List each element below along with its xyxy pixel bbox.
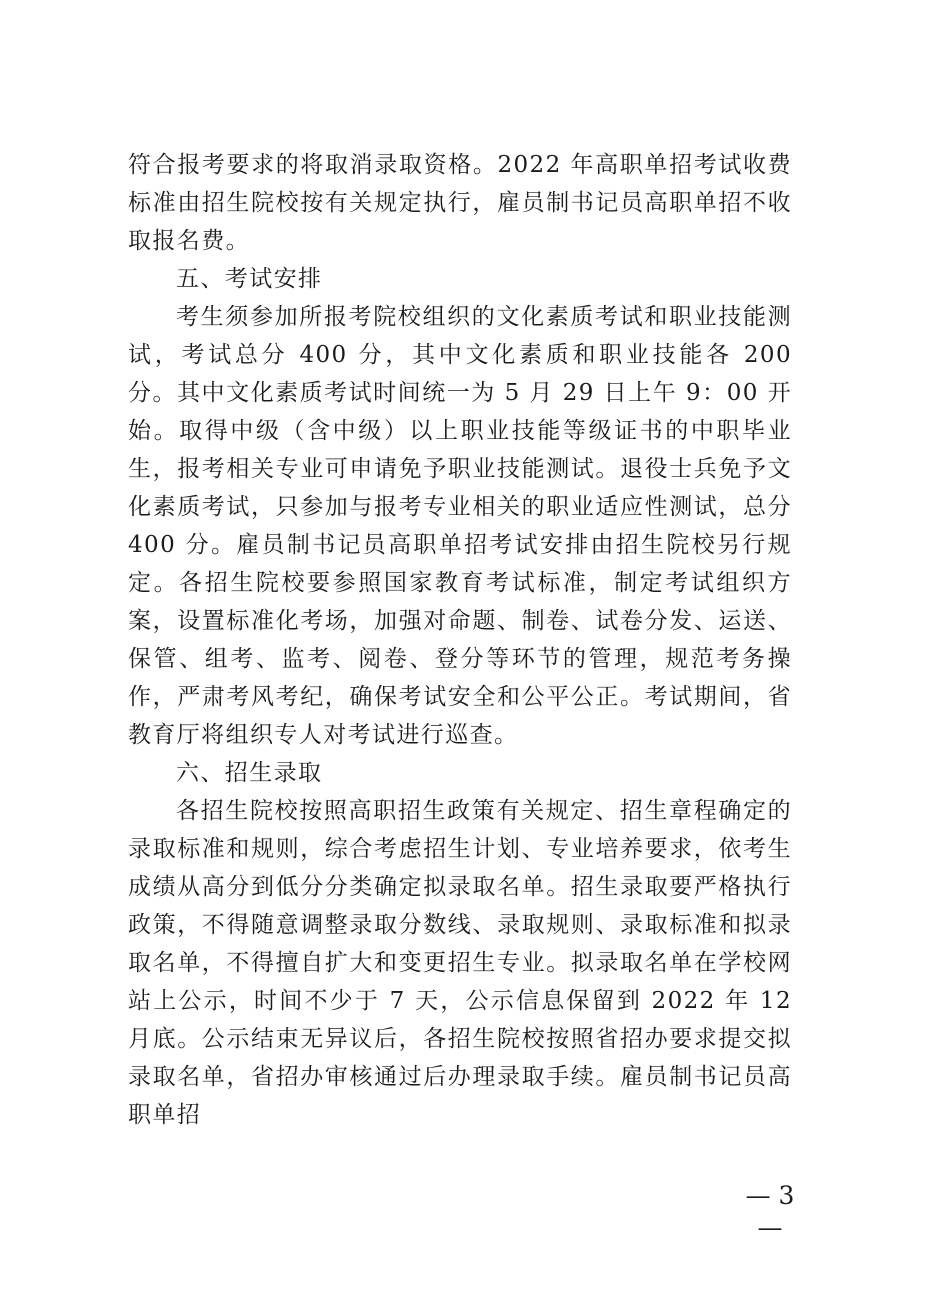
section-heading-exam-arrangement: 五、考试安排 — [176, 266, 323, 292]
section-heading-admission: 六、招生录取 — [176, 760, 323, 786]
paragraph-exam-arrangement: 考生须参加所报考院校组织的文化素质考试和职业技能测试，考试总分 400 分，其中文化素质和职业技能各 200 分。其中文化素质考试时间统一为 5 月 29 日上午 9：00 开始。取得中级（含中级）以上职业技能等级证书的中职毕业生，报考相关专业可申请免予职业技能测试。退役士兵免予文化素质考试，只参加与报考专业相关的职业适应性测试，总分 400 分。雇员制书记员高职单招考试安排由招生院校另行规定。各招生院校要参照国家教育考试标准，制定考试组织方案，设置标准化考场，加强对命题、制卷、试卷分发、运送、保管、组考、监考、阅卷、登分等环节的管理，规范考务操作，严肃考风考纪，确保考试安全和公平公正。考试期间，省教育厅将组织专人对考试进行巡查。 — [128, 304, 792, 748]
paragraph-admission: 各招生院校按照高职招生政策有关规定、招生章程确定的录取标准和规则，综合考虑招生计划、专业培养要求，依考生成绩从高分到低分分类确定拟录取名单。招生录取要严格执行政策，不得随意调整录取分数线、录取规则、录取标准和拟录取名单，不得擅自扩大和变更招生专业。拟录取名单在学校网站上公示，时间不少于 7 天，公示信息保留到 2022 年 12 月底。公示结束无异议后，各招生院校按照省招办要求提交拟录取名单，省招办审核通过后办理录取手续。雇员制书记员高职单招 — [128, 798, 792, 1128]
document-body — [128, 146, 792, 1134]
page-number: — 3 — — [745, 1181, 795, 1242]
paragraph-fee-standard: 符合报考要求的将取消录取资格。2022 年高职单招考试收费标准由招生院校按有关规定执行，雇员制书记员高职单招不收取报名费。 — [128, 152, 792, 254]
